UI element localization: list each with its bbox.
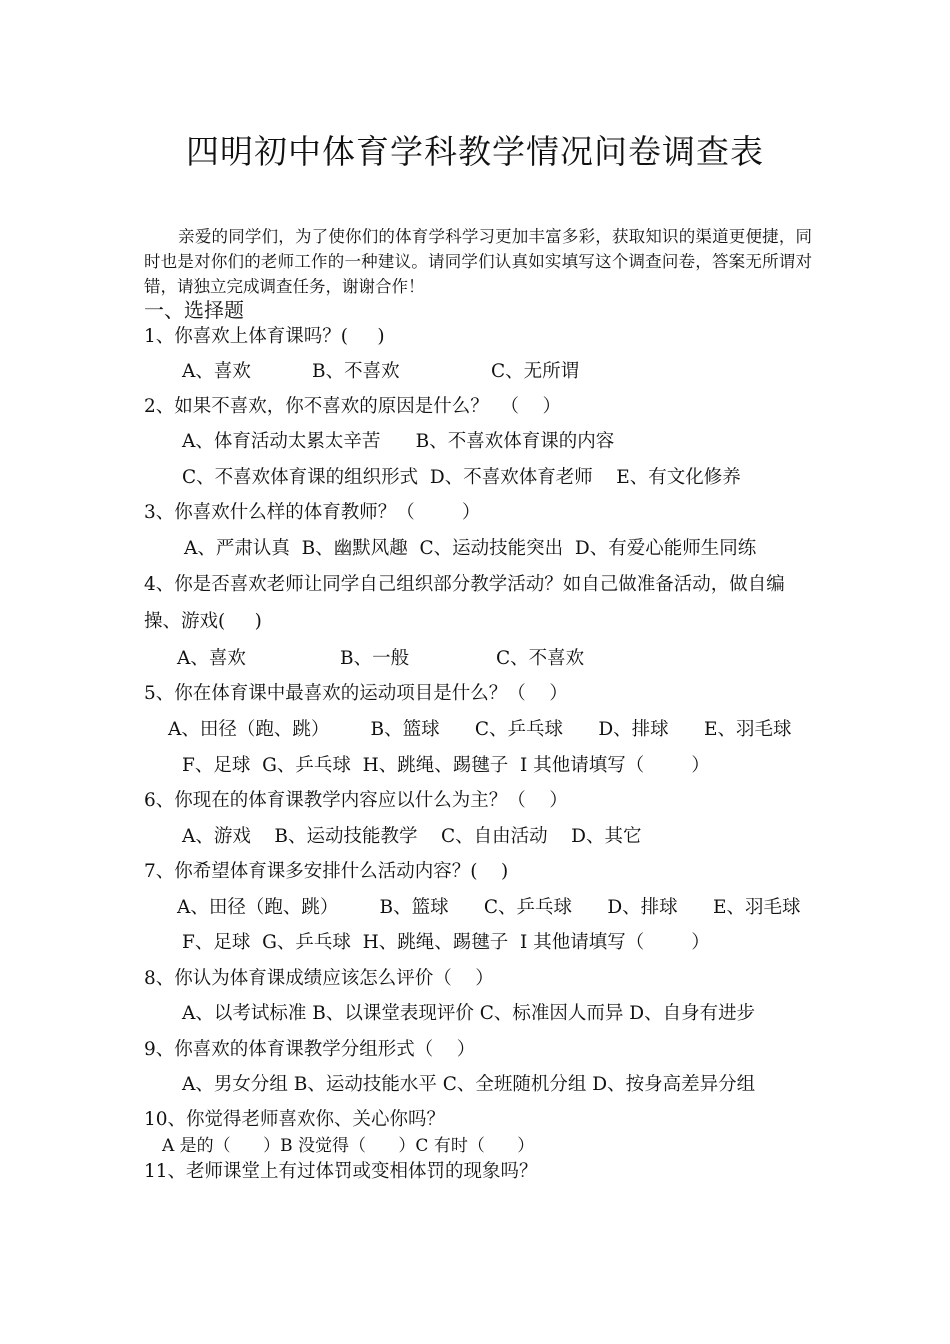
q6-options-line-1: A、游戏 B、运动技能教学 C、自由活动 D、其它 [182,826,642,847]
q1-option-c: C、无所谓 [491,361,580,382]
page-title: 四明初中体育学科教学情况问卷调查表 [186,132,764,171]
question-11: 11、老师课堂上有过体罚或变相体罚的现象吗？ [144,1161,538,1182]
q2-options-line-1: A、体育活动太累太辛苦 B、不喜欢体育课的内容 [182,431,615,452]
q10-options-line-1: A 是的（ ）B 没觉得（ ）C 有时（ ） [162,1136,535,1156]
q3-options-line-1: A、严肃认真 B、幽默风趣 C、运动技能突出 D、有爱心能师生同练 [184,538,757,559]
q2-options-line-2: C、不喜欢体育课的组织形式 D、不喜欢体育老师 E、有文化修养 [182,467,741,488]
question-10: 10、你觉得老师喜欢你、关心你吗？ [144,1109,446,1130]
question-4-line-1: 4、你是否喜欢老师让同学自己组织部分教学活动？如自己做准备活动，做自编 [144,574,785,595]
section-heading: 一、选择题 [144,298,244,322]
q5-options-line-1: A、田径（跑、跳） B、篮球 C、乒乓球 D、排球 E、羽毛球 [168,719,792,740]
q5-options-line-2: F、足球 G、乒乓球 H、跳绳、踢毽子 I 其他请填写（ ） [182,755,710,776]
question-9: 9、你喜欢的体育课教学分组形式（ ） [144,1039,476,1060]
question-7: 7、你希望体育课多安排什么活动内容？( ) [144,861,509,882]
q8-options-line-1: A、以考试标准 B、以课堂表现评价 C、标准因人而异 D、自身有进步 [182,1003,756,1024]
q7-options-line-2: F、足球 G、乒乓球 H、跳绳、踢毽子 I 其他请填写（ ） [182,932,710,953]
q9-options-line-1: A、男女分组 B、运动技能水平 C、全班随机分组 D、按身高差异分组 [182,1074,756,1095]
q4-option-b: B、一般 [340,648,410,669]
question-6: 6、你现在的体育课教学内容应以什么为主？（ ） [144,790,568,811]
q1-option-b: B、不喜欢 [312,361,400,382]
q1-option-a: A、喜欢 [182,361,251,382]
question-4-line-2: 操、游戏( ) [144,611,262,632]
q4-option-a: A、喜欢 [177,648,246,669]
question-1: 1、你喜欢上体育课吗？( ) [144,326,385,347]
question-8: 8、你认为体育课成绩应该怎么评价（ ） [144,968,494,989]
q4-option-c: C、不喜欢 [496,648,585,669]
q7-options-line-1: A、田径（跑、跳） B、篮球 C、乒乓球 D、排球 E、羽毛球 [177,897,801,918]
intro-paragraph [144,224,812,299]
question-5: 5、你在体育课中最喜欢的运动项目是什么？（ ） [144,683,568,704]
intro-text: 亲爱的同学们，为了使你们的体育学科学习更加丰富多彩，获取知识的渠道更便捷，同时也是对你们的老师工作的一种建议。请同学们认真如实填写这个调查问卷，答案无所谓对错，请独立完成调查任务，谢谢合作！ [144,227,812,296]
question-2: 2、如果不喜欢，你不喜欢的原因是什么？ （ ） [144,396,562,417]
question-3: 3、你喜欢什么样的体育教师？（ ） [144,502,481,523]
